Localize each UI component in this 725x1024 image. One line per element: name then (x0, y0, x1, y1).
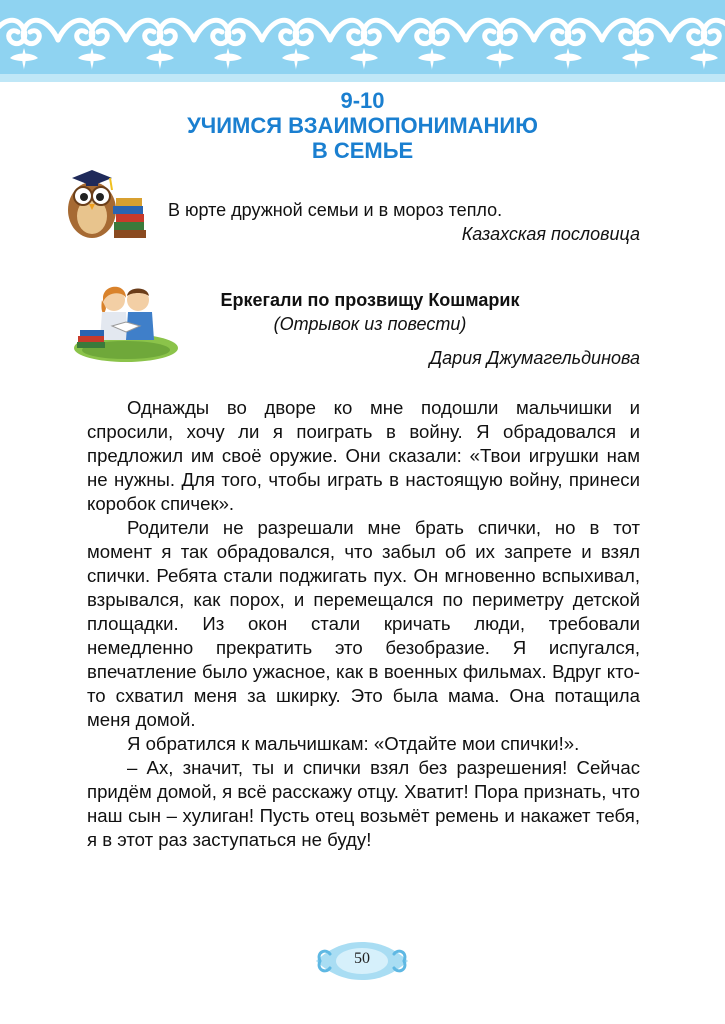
title-line-2: В СЕМЬЕ (311, 138, 414, 163)
paragraph: – Ах, значит, ты и спички взял без разрешения! Сейчас придём домой, я всё расскажу отцу. Хватит! Пора признать, что наш сын – хулиган! Пусть отец возьмёт ремень и накажет тебя, я в этот раз заступаться не буду! (87, 757, 640, 850)
ornament-border-icon (0, 0, 725, 82)
owl-with-books-icon (58, 160, 150, 244)
page-number: 50 (354, 950, 370, 967)
top-ornament-band (0, 0, 725, 82)
epigraph-source: Казахская пословица (461, 224, 640, 244)
epigraph (168, 198, 640, 246)
story-body (87, 396, 640, 852)
page-number-badge (312, 938, 412, 984)
paragraph: Я обратился к мальчишкам: «Отдайте мои спички!». (127, 733, 580, 754)
lesson-title (0, 88, 725, 163)
title-line-1: УЧИМСЯ ВЗАИМОПОНИМАНИЮ (187, 113, 538, 138)
story-subtitle: (Отрывок из повести) (273, 314, 467, 334)
story-title: Еркегали по прозвищу Кошмарик (220, 290, 520, 310)
paragraph: Родители не разрешали мне брать спички, но в тот момент я так обрадовался, что забыл об их запрете и взял спички. Ребята стали поджигать пух. Он мгновенно вспыхивал, взрывался, как порох, и перемещался по периметру детской площадки. Из окон стали кричать люди, требовали немедленно прекратить это безобразие. Я испугался, впечатление было ужасное, как в военных фильмах. Вдруг кто-то схватил меня за шкирку. Это была мама. Она потащила меня домой. (87, 517, 640, 730)
lesson-number: 9-10 (340, 88, 385, 113)
epigraph-text: В юрте дружной семьи и в мороз тепло. (168, 200, 503, 220)
paragraph: Однажды во дворе ко мне подошли мальчишки и спросили, хочу ли я поиграть в войну. Я обрадовался и предложил им своё оружие. Они сказали: «Твои игрушки нам не нужны. Для того, чтобы играть в настоящую войну, принеси коробок спичек». (87, 397, 640, 514)
story-author: Дария Джумагельдинова (429, 348, 640, 368)
